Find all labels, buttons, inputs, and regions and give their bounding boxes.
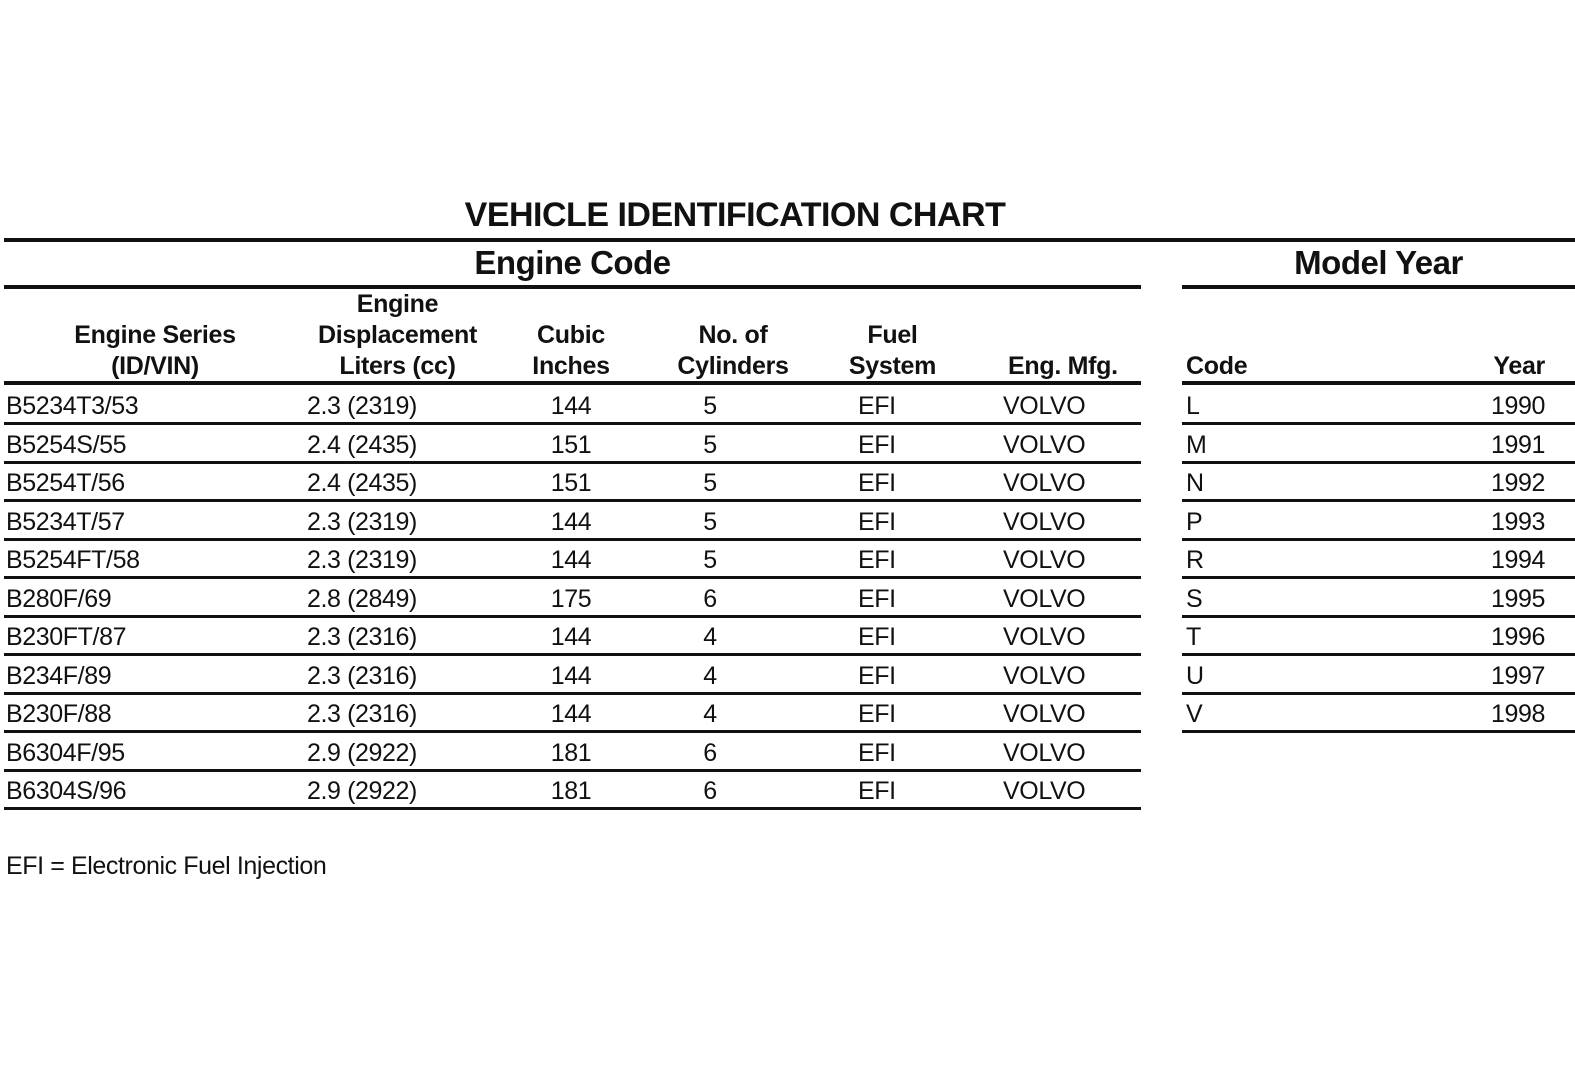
cell-cubic: 144 [550,700,592,728]
cell-displacement: 2.3 (2316) [307,661,417,690]
cell-year: 1992 [1490,469,1545,497]
cell-cubic: 144 [550,623,592,651]
cell-year: 1991 [1490,430,1545,459]
cell-cubic: 144 [550,546,592,574]
cell-code: U [1186,661,1204,690]
engine-header-rule [4,381,1141,385]
cell-code: T [1186,623,1201,651]
year-row [0,540,1575,578]
cell-cylinders: 6 [703,584,717,613]
cell-cubic: 144 [550,507,592,536]
cell-mfg: VOLVO [1003,623,1086,651]
cell-cylinders: 4 [703,661,717,690]
col-header-cylinders: No. of Cylinders [677,321,789,380]
cell-displacement: 2.3 (2316) [307,700,417,728]
cell-series: B230FT/87 [6,623,127,651]
cell-cylinders: 5 [703,392,717,420]
cell-mfg: VOLVO [1003,777,1086,805]
cell-cubic: 181 [550,738,592,767]
col-header-cubic-inches: Cubic Inches [532,321,610,380]
cell-code: V [1186,700,1203,728]
engine-code-heading-rule [4,285,1141,289]
cell-fuel: EFI [858,546,896,574]
cell-year: 1993 [1490,507,1545,536]
cell-cubic: 151 [550,430,592,459]
cell-displacement: 2.3 (2316) [307,623,417,651]
year-row [0,656,1575,694]
cell-fuel: EFI [858,661,896,690]
table-row [0,771,1575,809]
cell-year: 1997 [1490,661,1545,690]
cell-cubic: 144 [550,661,592,690]
cell-fuel: EFI [858,738,896,767]
cell-cubic: 175 [550,584,592,613]
cell-code: L [1186,392,1200,420]
cell-fuel: EFI [858,623,896,651]
cell-code: P [1186,507,1203,536]
cell-cylinders: 5 [703,546,717,574]
cell-series: B230F/88 [6,700,112,728]
col-header-fuel-system: Fuel System [848,321,937,380]
cell-series: B6304S/96 [6,777,127,805]
cell-series: B6304F/95 [6,738,125,767]
cell-cylinders: 4 [703,623,717,651]
cell-year: 1995 [1490,584,1545,613]
cell-code: M [1186,430,1207,459]
cell-fuel: EFI [858,700,896,728]
year-row [0,502,1575,540]
cell-cubic: 151 [550,469,592,497]
cell-mfg: VOLVO [1003,700,1086,728]
cell-code: R [1186,546,1204,574]
cell-fuel: EFI [858,392,896,420]
cell-displacement: 2.3 (2319) [307,546,417,574]
cell-cylinders: 5 [703,430,717,459]
cell-mfg: VOLVO [1003,469,1086,497]
cell-mfg: VOLVO [1003,584,1086,613]
cell-year: 1990 [1490,392,1545,420]
cell-series: B5254S/55 [6,430,127,459]
cell-year: 1998 [1490,700,1545,728]
cell-cylinders: 5 [703,507,717,536]
cell-mfg: VOLVO [1003,661,1086,690]
col-header-year: Year [1493,352,1545,380]
cell-series: B234F/89 [6,661,112,690]
table-row [0,733,1575,771]
model-year-heading: Model Year [1294,244,1463,281]
cell-mfg: VOLVO [1003,738,1086,767]
cell-mfg: VOLVO [1003,507,1086,536]
cell-cylinders: 5 [703,469,717,497]
year-row [0,579,1575,617]
cell-displacement: 2.3 (2319) [307,392,417,420]
cell-series: B5234T/57 [6,507,125,536]
year-row [0,617,1575,655]
cell-displacement: 2.4 (2435) [307,469,417,497]
cell-displacement: 2.9 (2922) [307,738,417,767]
year-row [0,463,1575,501]
cell-cylinders: 6 [703,738,717,767]
engine-code-heading: Engine Code [474,244,671,281]
row-rule [4,807,1141,810]
col-header-engine-series: Engine Series (ID/VIN) [74,321,236,380]
cell-displacement: 2.8 (2849) [307,584,417,613]
cell-series: B5254FT/58 [6,546,140,574]
cell-fuel: EFI [858,584,896,613]
cell-mfg: VOLVO [1003,546,1086,574]
cell-code: N [1186,469,1204,497]
cell-code: S [1186,584,1203,613]
cell-cylinders: 6 [703,777,717,805]
cell-year: 1996 [1490,623,1545,651]
page-title: VEHICLE IDENTIFICATION CHART [464,196,1006,234]
top-rule [4,238,1575,242]
cell-fuel: EFI [858,469,896,497]
cell-fuel: EFI [858,777,896,805]
col-header-code: Code [1186,352,1248,380]
col-header-eng-mfg: Eng. Mfg. [1008,352,1118,380]
col-header-displacement: Engine Displacement Liters (cc) [318,290,477,380]
cell-series: B5234T3/53 [6,392,139,420]
cell-year: 1994 [1490,546,1545,574]
cell-cubic: 181 [550,777,592,805]
year-row [0,386,1575,424]
cell-series: B5254T/56 [6,469,125,497]
cell-mfg: VOLVO [1003,430,1086,459]
footnote: EFI = Electronic Fuel Injection [6,852,327,880]
cell-displacement: 2.3 (2319) [307,507,417,536]
cell-cylinders: 4 [703,700,717,728]
year-header-rule [1182,381,1575,385]
cell-cubic: 144 [550,392,592,420]
model-year-heading-rule [1182,285,1575,289]
year-row [0,694,1575,732]
cell-series: B280F/69 [6,584,112,613]
year-row [0,425,1575,463]
cell-fuel: EFI [858,507,896,536]
row-rule [1182,730,1575,733]
cell-mfg: VOLVO [1003,392,1086,420]
cell-displacement: 2.9 (2922) [307,777,417,805]
cell-displacement: 2.4 (2435) [307,430,417,459]
cell-fuel: EFI [858,430,896,459]
